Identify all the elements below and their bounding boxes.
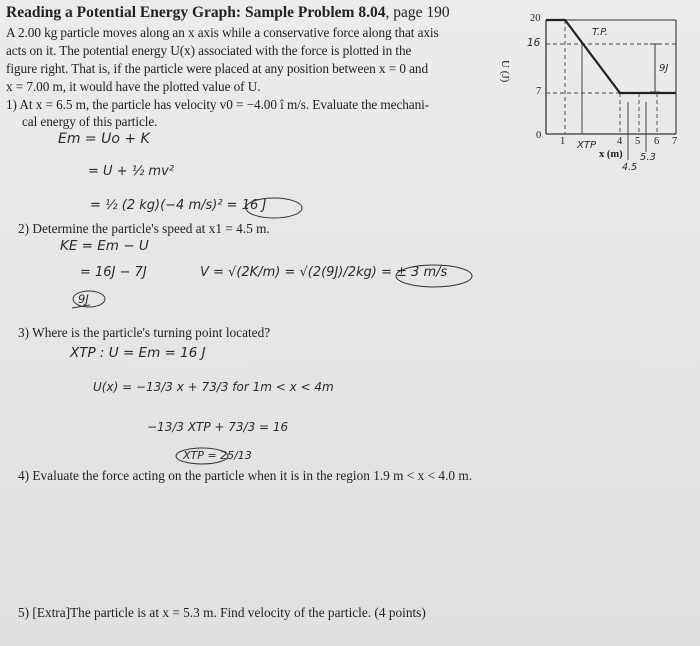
question-3: 3) Where is the particle's turning point located? (18, 325, 271, 340)
handwritten-q3-answer: XTP = 25/13 (183, 449, 252, 462)
question-1-line-2: cal energy of this particle. (22, 114, 158, 129)
graph-x-tick-1: 1 (560, 136, 566, 147)
handwritten-q1-expansion: = U + ½ mv² (88, 164, 174, 179)
graph-note-tp: T.P. (592, 27, 608, 38)
graph-y-tick-7: 7 (536, 86, 542, 97)
handwritten-q1-mech-energy: Em = Uo + K (58, 131, 150, 147)
intro-line-1: A 2.00 kg particle moves along an x axis while a conservative force along that axis (6, 25, 439, 40)
graph-note-4-5: 4.5 (622, 162, 638, 173)
question-5: 5) [Extra]The particle is at x = 5.3 m. Find velocity of the particle. (4 points) (18, 605, 426, 620)
question-2: 2) Determine the particle's speed at x1 = 4.5 m. (18, 221, 270, 236)
graph-y-tick-0: 0 (536, 130, 542, 141)
graph-y-tick-16: 16 (527, 37, 541, 49)
graph-note-5-3: 5.3 (640, 152, 656, 163)
title-page-ref: , page 190 (385, 4, 450, 21)
graph-note-9j: 9J (659, 63, 669, 74)
intro-line-2: acts on it. The potential energy U(x) associated with the force is plotted in the (6, 43, 412, 58)
question-4: 4) Evaluate the force acting on the particle when it is in the region 1.9 m < x < 4.0 m. (18, 468, 473, 483)
graph-y-tick-20: 20 (530, 13, 541, 24)
handwritten-q3-condition: XTP : U = Em = 16 J (70, 345, 206, 361)
graph-x-label: x (m) (599, 149, 623, 160)
graph-y-label: U (J) (499, 60, 511, 83)
intro-line-3: figure right. That is, if the particle were placed at any position between x = 0 and (6, 61, 428, 76)
intro-line-4: x = 7.00 m, it would have the plotted value of U. (6, 79, 261, 94)
graph-x-tick-4: 4 (617, 136, 623, 147)
graph-x-tick-7: 7 (672, 136, 678, 147)
handwritten-q2-ke: KE = Em − U (60, 238, 149, 254)
circle-9j (73, 291, 105, 307)
handwritten-q2-9j: 9J (78, 292, 89, 306)
title-text: Reading a Potential Energy Graph: Sample Problem 8.04 (6, 4, 386, 21)
circle-3ms (396, 265, 472, 287)
graph-note-xtp: XTP (577, 140, 596, 151)
handwritten-q2-sub: = 16J − 7J (80, 265, 147, 280)
circle-16j (246, 198, 302, 218)
graph-x-tick-6: 6 (654, 136, 660, 147)
handwritten-q1-result: = ½ (2 kg)(−4 m/s)² = 16 J (90, 198, 267, 213)
handwritten-q3-ux: U(x) = −13/3 x + 73/3 for 1m < x < 4m (93, 380, 334, 394)
question-1-line-1: 1) At x = 6.5 m, the particle has velocity v0 = −4.00 î m/s. Evaluate the mechani- (6, 97, 430, 112)
circle-xtp (176, 448, 228, 464)
u-of-x-curve (546, 20, 676, 93)
handwritten-q2-speed: V = √(2K/m) = √(2(9J)/2kg) = ± 3 m/s (200, 265, 448, 280)
handwritten-q3-equation: −13/3 XTP + 73/3 = 16 (147, 420, 289, 434)
graph-x-tick-5: 5 (635, 136, 641, 147)
